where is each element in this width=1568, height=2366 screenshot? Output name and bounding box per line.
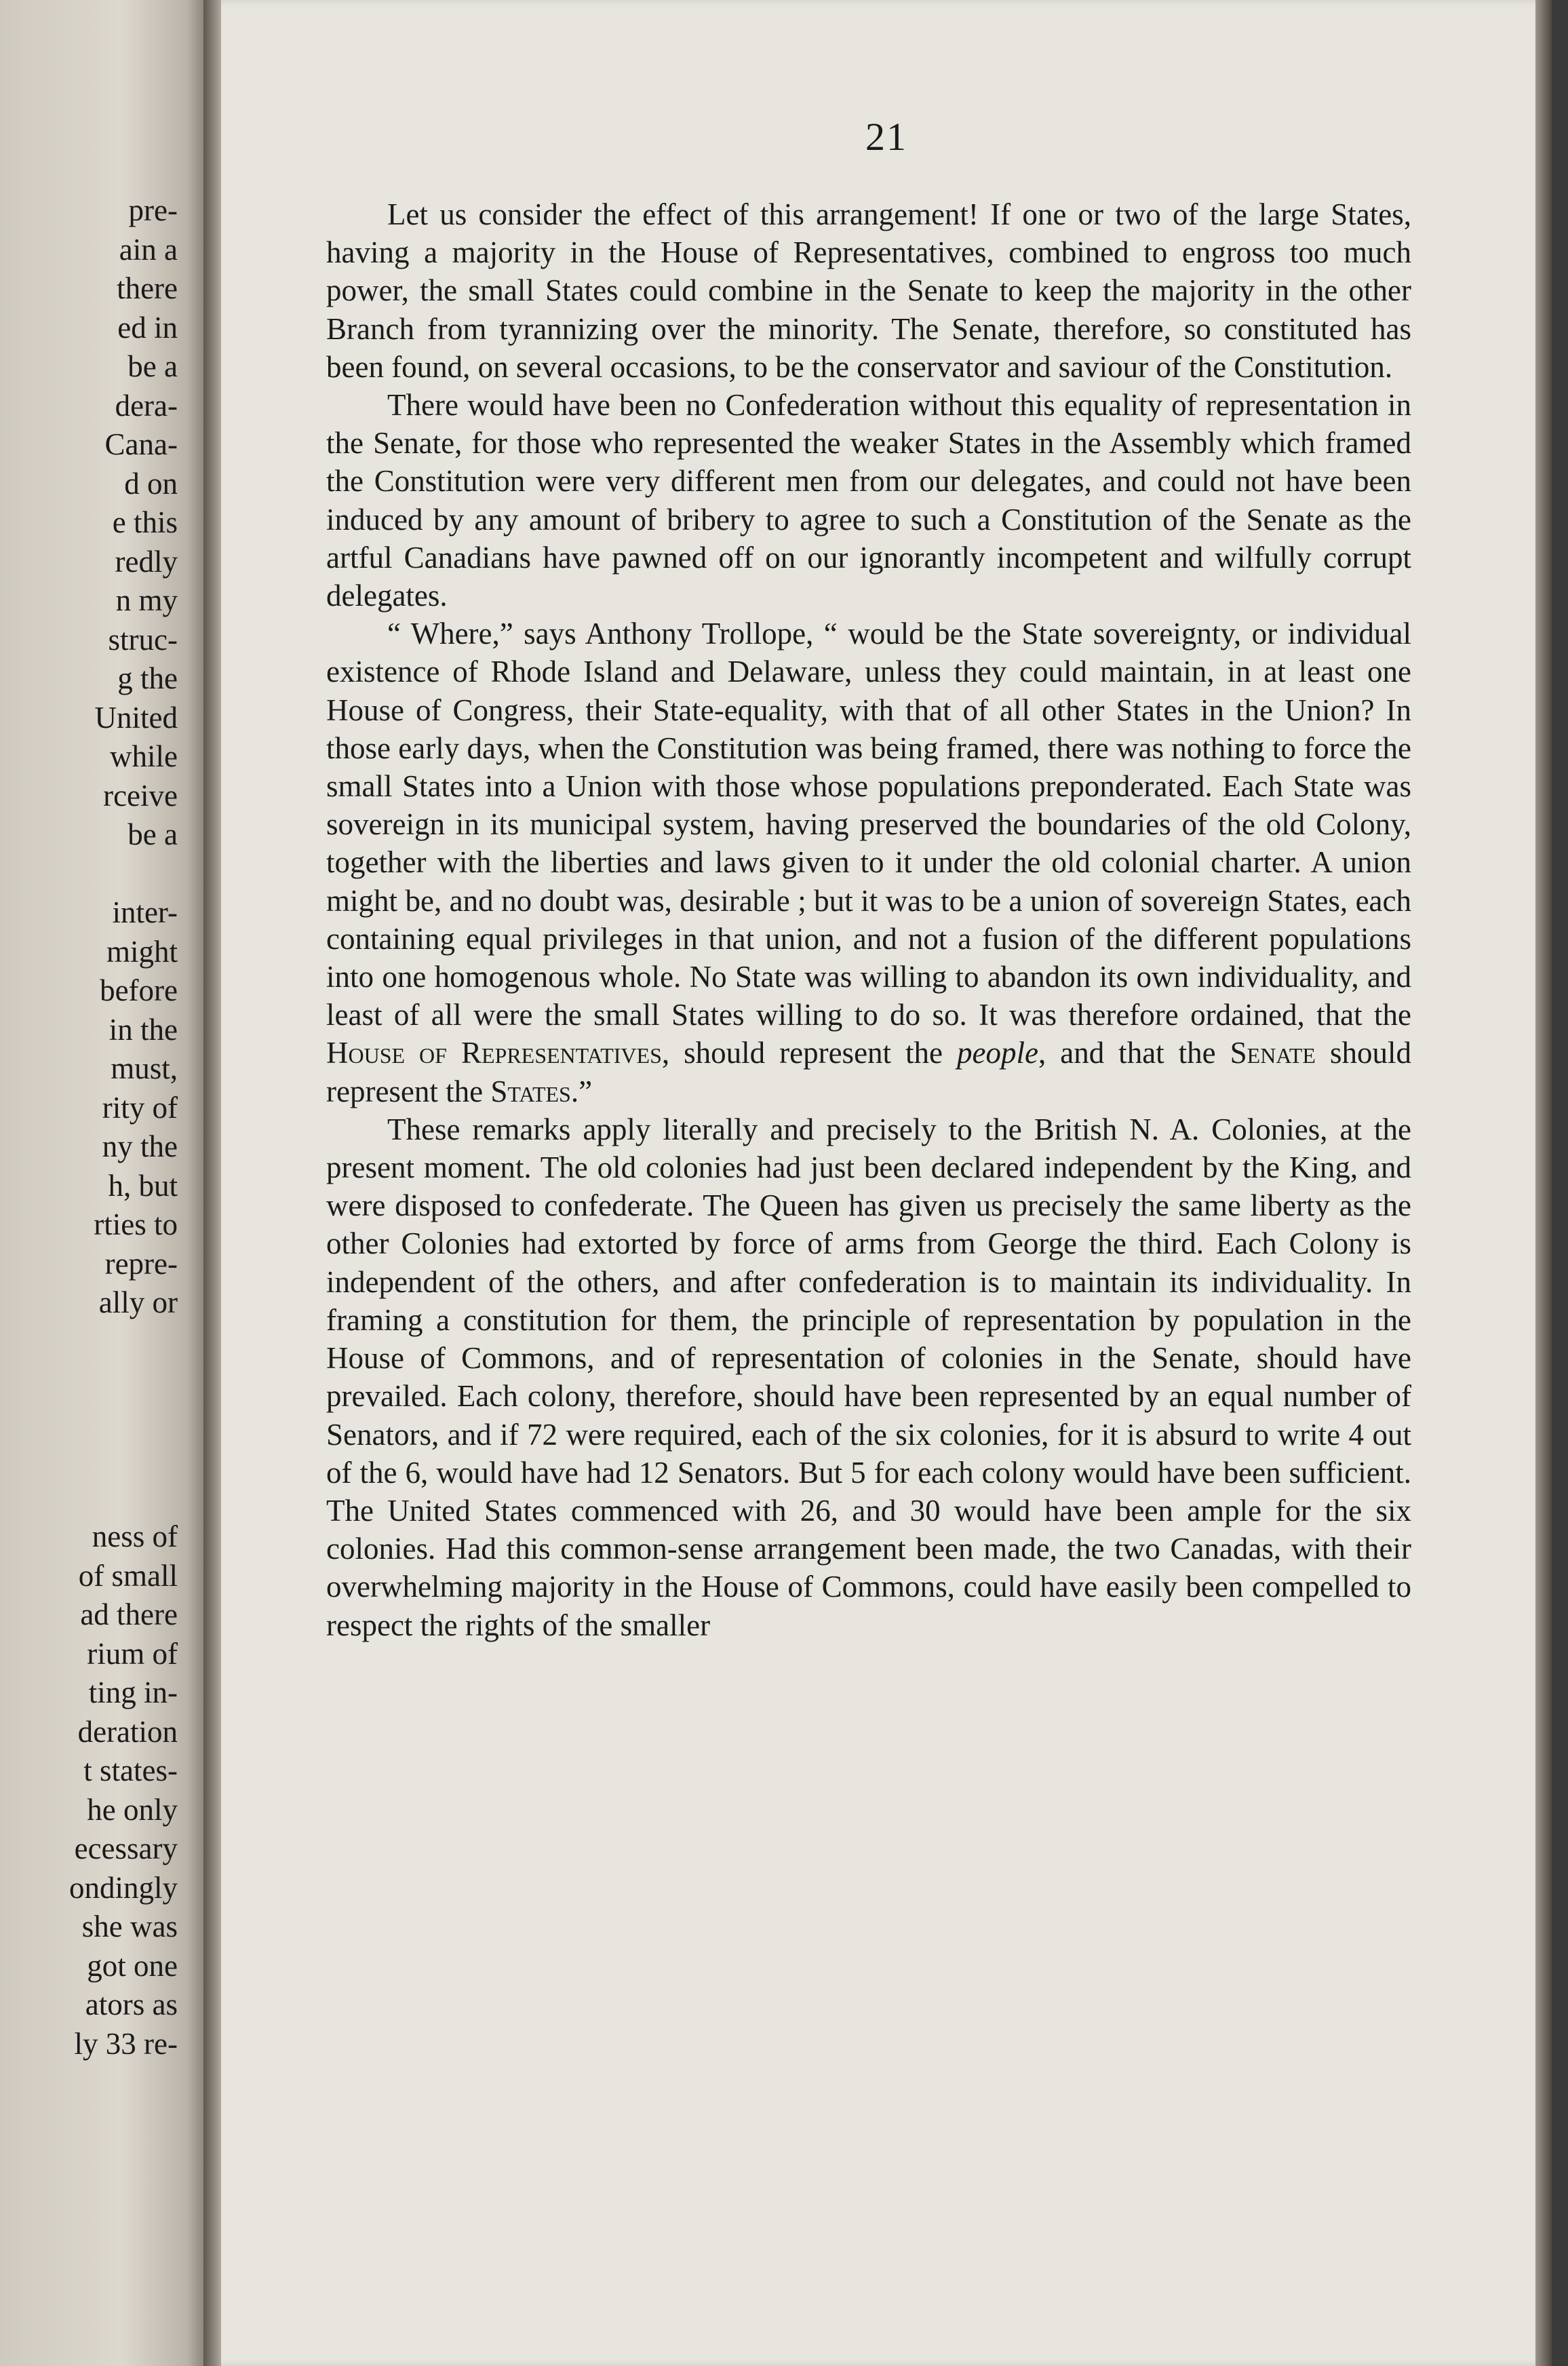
document-page <box>221 0 1552 2366</box>
previous-page-line: dera- <box>115 388 178 423</box>
previous-page-line <box>0 1401 178 1440</box>
previous-page-line: ally or <box>98 1285 178 1319</box>
previous-page-line: while <box>110 739 178 773</box>
quote-house-of-representatives: House of Representatives <box>326 1036 662 1070</box>
quote-states: States <box>490 1074 571 1108</box>
previous-page-line: ators as <box>85 1987 178 2021</box>
previous-page-line: she was <box>81 1909 178 1943</box>
page-edge-shadow <box>1535 0 1552 2366</box>
previous-page-line: rity of <box>102 1090 178 1125</box>
previous-page-line: ness of <box>92 1519 178 1553</box>
previous-page-line: deration <box>77 1714 178 1749</box>
previous-page-line: ting in- <box>88 1675 178 1709</box>
previous-page-line <box>0 855 178 894</box>
previous-page-line: must, <box>111 1051 178 1085</box>
page-body <box>326 195 1411 1644</box>
previous-page-line: repre- <box>104 1246 178 1281</box>
previous-page-line: d on <box>124 466 178 501</box>
previous-page-line: got one <box>87 1948 178 1983</box>
previous-page-line: rties to <box>94 1207 178 1241</box>
previous-page-line: ain a <box>119 232 178 267</box>
previous-page-line <box>0 1361 178 1401</box>
previous-page-line: e this <box>112 505 178 539</box>
paragraph-3-trollope-quote <box>326 615 1411 1110</box>
previous-page-line: be a <box>128 817 178 851</box>
quote-text-c: , and that the <box>1038 1036 1216 1070</box>
page-number: 21 <box>865 115 907 159</box>
quote-people-italic: people <box>957 1036 1038 1070</box>
previous-page-line: rceive <box>103 778 178 813</box>
paragraph-1 <box>326 195 1411 386</box>
paragraph-2-text: There would have been no Confederation without this equality of representation in the Senate, for those who represented the weaker States in the Assembly which framed the Constitution were very different men from our delegates, and could not have been induced by any amount of bribery to agree to such a Constitution of the Senate as the artful Canadians have pawned off on our ignorantly incompetent and wilfully corrupt delegates. <box>326 388 1411 613</box>
previous-page-line: ecessary <box>74 1831 178 1865</box>
previous-page-line: redly <box>115 544 178 579</box>
quote-text-e: .” <box>570 1074 593 1108</box>
previous-page-line: before <box>100 973 178 1007</box>
previous-page-line: United <box>94 700 178 735</box>
previous-page-line: ed in <box>117 310 178 345</box>
paragraph-4 <box>326 1110 1411 1644</box>
previous-page-line <box>0 1479 178 1518</box>
previous-page-line: be a <box>128 349 178 383</box>
previous-page-line: Cana- <box>104 427 178 461</box>
previous-page-line: struc- <box>108 622 178 657</box>
previous-page-line <box>0 1439 178 1479</box>
previous-page-line: inter- <box>112 895 178 929</box>
previous-page-line <box>0 1323 178 1362</box>
quote-text-d: should represent the <box>326 1036 1411 1108</box>
previous-page-lines <box>0 191 178 2063</box>
previous-page-line: n my <box>115 583 178 617</box>
paragraph-2 <box>326 386 1411 615</box>
previous-page-line: there <box>117 271 178 305</box>
previous-page-line: in the <box>109 1012 178 1047</box>
previous-page-line: might <box>106 934 178 969</box>
previous-page-fragment <box>0 0 203 2366</box>
previous-page-line: he only <box>87 1792 178 1827</box>
previous-page-line: ondingly <box>68 1870 178 1905</box>
paragraph-4-text: These remarks apply literally and precisely to the British N. A. Colonies, at the present moment. The old colonies had just been declared independent by the King, and were disposed to confederate. The Queen has given us precisely the same liberty as the other Colonies had extorted by force of arms from George the third. Each Colony is independent of the others, and after confederation is to maintain its individuality. In framing a constitution for them, the principle of representation by population in the House of Commons, and of representation of colonies in the Senate, should have prevailed. Each colony, therefore, should have been represented by an equal number of Senators, and if 72 were required, each of the six colonies, for it is absurd to write 4 out of the 6, would have had 12 Senators. But 5 for each colony would have been sufficient. The United States commenced with 26, and 30 would have been ample for the six colonies. Had this common-sense arrangement been made, the two Canadas, with their overwhelming majority in the House of Commons, could have easily been compelled to respect the rights of the smaller <box>326 1112 1411 1642</box>
previous-page-line: ad there <box>80 1597 178 1631</box>
previous-page-line: pre- <box>128 193 178 227</box>
previous-page-line: ny the <box>102 1129 178 1163</box>
previous-page-line: h, but <box>108 1168 178 1203</box>
previous-page-line: t states- <box>83 1753 178 1787</box>
quote-text-b: , should represent the <box>661 1036 943 1070</box>
previous-page-line: of small <box>78 1558 178 1593</box>
previous-page-line: g the <box>117 661 178 695</box>
quote-senate: Senate <box>1230 1036 1316 1070</box>
previous-page-line: ly 33 re- <box>74 2026 178 2061</box>
previous-page-line: rium of <box>87 1636 178 1671</box>
paragraph-1-text: Let us consider the effect of this arrangement! If one or two of the large States, having a majority in the House of Representatives, combined to engross too much power, the small States could combine in the Senate to keep the majority in the other Branch from tyrannizing over the minority. The Senate, therefore, so constituted has been found, on several occasions, to be the conservator and saviour of the Constitution. <box>326 197 1411 384</box>
quote-text-a: “ Where,” says Anthony Trollope, “ would be the State sovereignty, or individual existence of Rhode Island and Delaware, unless they could maintain, in at least one House of Congress, their State-equality, with that of all other States in the Union? In those early days, when the Constitution was being framed, there was nothing to force the small States into a Union with those whose populations preponderated. Each State was sovereign in its municipal system, having preserved the boundaries of the old Colony, together with the liberties and laws given to it under the old colonial charter. A union might be, and no doubt was, desirable ; but it was to be a union of sovereign States, each containing equal privileges in that union, and not a fusion of the different populations into one homogenous whole. No State was willing to abandon its own individuality, and least of all were the small States willing to do so. It was therefore ordained, that the <box>326 617 1411 1032</box>
